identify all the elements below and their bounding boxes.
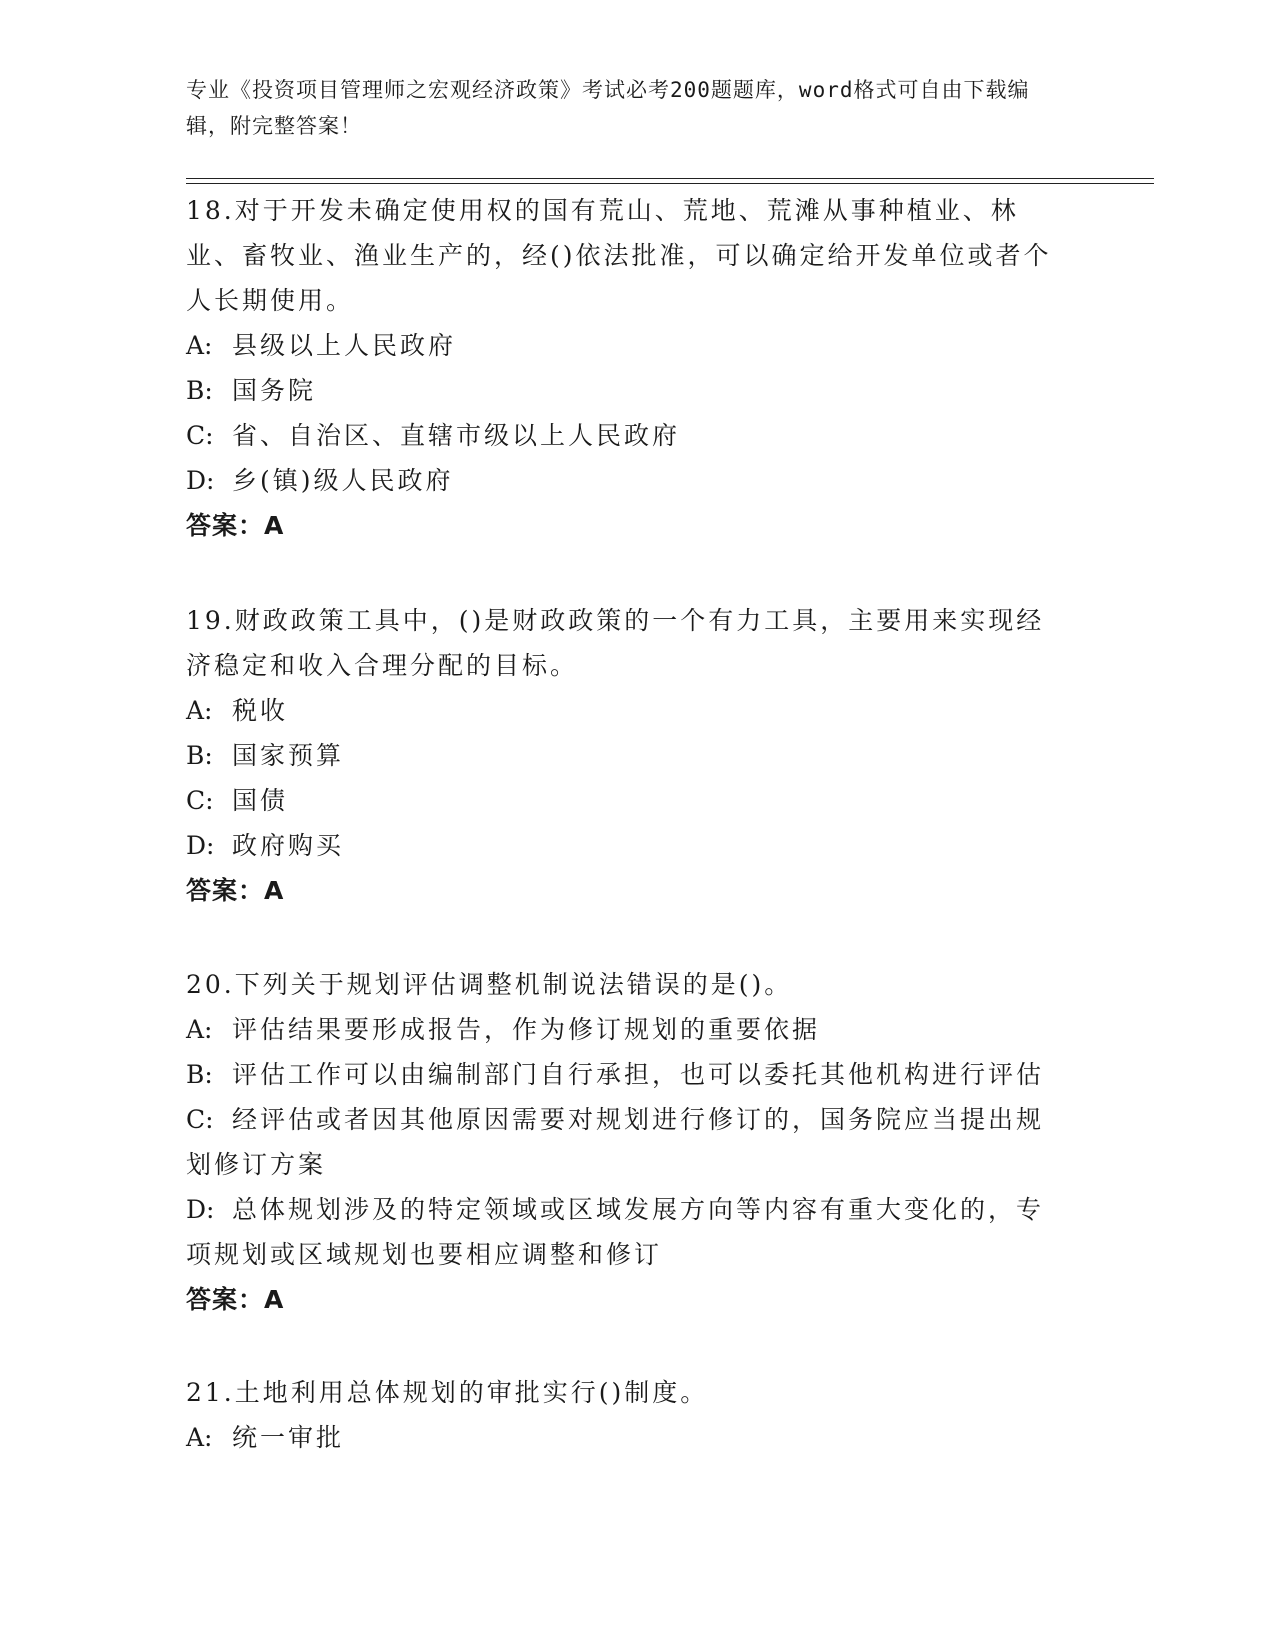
- option-key: A:: [186, 1423, 213, 1452]
- option-b: [186, 368, 1066, 413]
- answer-value: A: [264, 1285, 284, 1314]
- option-b: [186, 733, 1066, 778]
- answer-line: [186, 503, 1066, 548]
- answer-line: [186, 868, 1066, 913]
- option-a: [186, 1415, 1066, 1460]
- answer-value: A: [264, 511, 284, 540]
- option-a: [186, 688, 1066, 733]
- answer-label: 答案：: [186, 1285, 265, 1314]
- option-text: 税收: [232, 696, 289, 725]
- option-c: [186, 413, 1066, 458]
- option-key: A:: [186, 1015, 213, 1044]
- question-20: [186, 962, 1066, 1322]
- option-c: [186, 778, 1066, 823]
- answer-label: 答案：: [186, 511, 265, 540]
- document-header: 专业《投资项目管理师之宏观经济政策》考试必考200题题库，word格式可自由下载编辑，附完整答案！: [186, 78, 1030, 138]
- option-key: D:: [186, 1195, 215, 1224]
- option-text: 总体规划涉及的特定领域或区域发展方向等内容有重大变化的，专项规划或区域规划也要相应调整和修订: [186, 1195, 1045, 1269]
- option-d: [186, 823, 1066, 868]
- option-key: C:: [186, 1105, 214, 1134]
- option-key: C:: [186, 421, 214, 450]
- option-text: 政府购买: [232, 831, 345, 860]
- option-text: 县级以上人民政府: [232, 331, 457, 360]
- option-text: 评估结果要形成报告，作为修订规划的重要依据: [232, 1015, 821, 1044]
- question-18: [186, 188, 1066, 548]
- question-stem: 20.下列关于规划评估调整机制说法错误的是()。: [186, 970, 793, 999]
- question-19: [186, 598, 1066, 913]
- option-a: [186, 1007, 1066, 1052]
- question-stem: 21.土地利用总体规划的审批实行()制度。: [186, 1378, 709, 1407]
- option-text: 国务院: [232, 376, 317, 405]
- option-d: [186, 1187, 1066, 1277]
- option-b: [186, 1052, 1066, 1097]
- answer-line: [186, 1277, 1066, 1322]
- option-text: 国债: [232, 786, 289, 815]
- question-21: [186, 1370, 1066, 1460]
- option-key: B:: [186, 741, 213, 770]
- option-key: D:: [186, 466, 215, 495]
- option-a: [186, 323, 1066, 368]
- option-text: 统一审批: [232, 1423, 345, 1452]
- option-key: B:: [186, 1060, 213, 1089]
- option-text: 经评估或者因其他原因需要对规划进行修订的，国务院应当提出规划修订方案: [186, 1105, 1045, 1179]
- answer-value: A: [264, 876, 284, 905]
- option-text: 评估工作可以由编制部门自行承担，也可以委托其他机构进行评估: [232, 1060, 1045, 1089]
- option-text: 乡(镇)级人民政府: [232, 466, 454, 495]
- option-text: 省、自治区、直辖市级以上人民政府: [232, 421, 681, 450]
- option-key: C:: [186, 786, 214, 815]
- option-key: B:: [186, 376, 213, 405]
- answer-label: 答案：: [186, 876, 265, 905]
- option-c: [186, 1097, 1066, 1187]
- question-stem: 18.对于开发未确定使用权的国有荒山、荒地、荒滩从事种植业、林业、畜牧业、渔业生产的，经()依法批准，可以确定给开发单位或者个人长期使用。: [186, 196, 1052, 315]
- option-text: 国家预算: [232, 741, 345, 770]
- option-d: [186, 458, 1066, 503]
- header-divider-top: [186, 178, 1154, 179]
- option-key: D:: [186, 831, 215, 860]
- question-stem: 19.财政政策工具中，()是财政政策的一个有力工具，主要用来实现经济稳定和收入合理分配的目标。: [186, 606, 1045, 680]
- option-key: A:: [186, 331, 213, 360]
- header-divider-bottom: [186, 183, 1154, 184]
- option-key: A:: [186, 696, 213, 725]
